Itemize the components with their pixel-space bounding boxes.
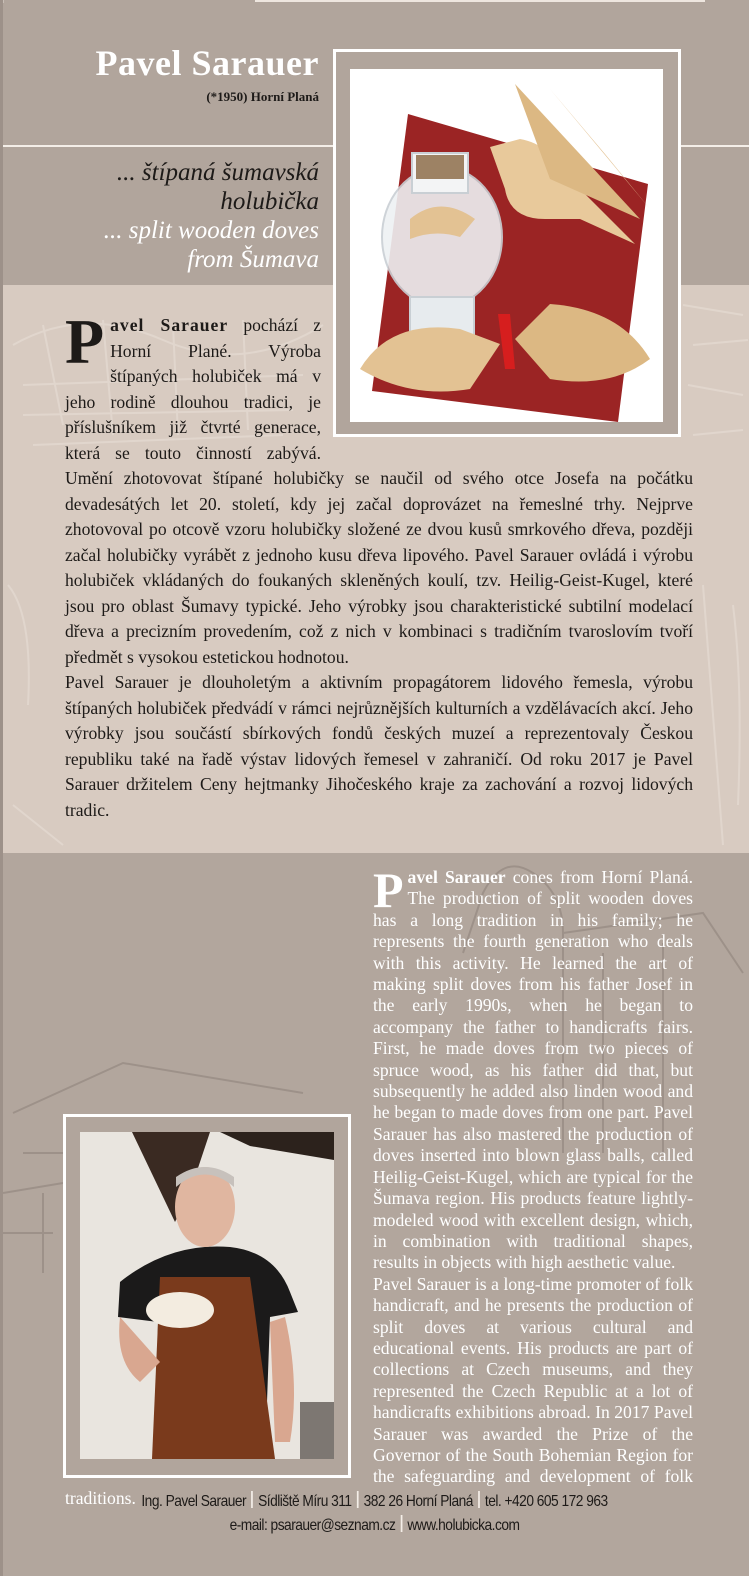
contact-line-1 <box>52 1490 696 1514</box>
doves-photo <box>350 69 663 422</box>
czech-name-lead: avel Sarauer <box>110 315 229 335</box>
separator <box>251 1491 253 1508</box>
contact-line-2 <box>52 1514 696 1538</box>
tagline-en-line-1: ... split wooden doves <box>103 217 319 244</box>
czech-paragraph-1-text: pochází z Horní Plané. Výroba štípaných holubiček má v jeho rodině dlouhou tradici, je příslušníkem již čtvrté generace, která se touto činností zabývá. Umění zhotovovat štípané holubičky se naučil od svého otce Josefa na počátku devadesátých let 20. století, kdy jej začal doprovázet na řemeslné trhy. Nejprve zhotovoval po otcově vzoru holubičky složené ze dvou kusů smrkového dřeva, později začal holubičky vyrábět z jednoho kusu dřeva lipového. Pavel Sarauer ovládá i výrobu holubiček vkládaných do foukaných skleněných koulí, tzv. Heilig-Geist-Kugel, které jsou pro oblast Šumavy typické. Jeho výrobky jsou charakteristické subtilní modelací dřeva a precizním provedením, což z nich v kombinaci s tradičním tvaroslovím tvoří předmět s vysokou estetickou hodnotou. <box>65 315 693 667</box>
separator <box>478 1491 480 1508</box>
contact-website[interactable]: www.holubicka.com <box>407 1517 520 1534</box>
top-rule <box>255 0 705 2</box>
portrait-image-frame <box>63 1114 351 1478</box>
tagline <box>104 158 319 274</box>
tagline-cz-line-2: holubička <box>220 188 319 215</box>
english-dropcap: P <box>373 862 404 918</box>
english-paragraph-2: Pavel Sarauer is a long-time promoter of folk handicraft, and he presents the production of split doves at various cultural and educational events. His products are part of collections at Czech museums, and they represented the Czech Republic at a lot of handicrafts exhibitions abroad. In 2017 Pavel Sarauer was awarded the Prize of the Governor of the South Bohemian Region for the safeguarding and development of folk traditions. <box>65 1273 693 1508</box>
tagline-cz-line-1: ... štípaná šumavská <box>116 159 319 186</box>
page-title: Pavel Sarauer <box>95 43 319 83</box>
contact-footer <box>52 1490 696 1538</box>
czech-paragraph-2: Pavel Sarauer je dlouholetým a aktivním propagátorem lidového řemesla, výrobu štípaných holubiček předvádí v rámci nejrůznějších kulturních a vzdělávacích akcí. Jeho výrobky jsou součástí sbírkových fondů českých muzeí a reprezentovaly Českou republiku také na řadě výstav lidových řemesel v zahraničí. Od roku 2017 je Pavel Sarauer držitelem Ceny hejtmanky Jihočeského kraje za zachování a rozvoj lidových tradic. <box>65 672 693 820</box>
separator <box>357 1491 359 1508</box>
czech-dropcap: P <box>65 306 105 377</box>
english-paragraph-1-text: cones from Horní Planá. The production of split wooden doves has a long tradition in his family; he represents the fourth generation who deals with this activity. He learned the art of making split doves from his father Josef in the early 1990s, when he began to accompany the father to handicrafts fairs. First, he made doves from two pieces of spruce wood, as his father did that, but subsequently he added also linden wood and he began to made doves from one part. Pavel Sarauer has also mastered the production of doves inserted into blown glass balls, called Heilig-Geist-Kugel, which are typical for the Šumava region. His products feature lightly-modeled wood with excellent design, which, in combination with traditional shapes, results in objects with high aesthetic value. <box>373 867 694 1273</box>
english-name-lead: avel Sarauer <box>407 867 506 887</box>
portrait-photo <box>80 1132 334 1459</box>
contact-city: 382 26 Horní Planá <box>363 1493 473 1510</box>
contact-street: Sídliště Míru 311 <box>258 1493 352 1510</box>
contact-name: Ing. Pavel Sarauer <box>141 1493 247 1510</box>
birth-and-place: (*1950) Horní Planá <box>206 89 319 104</box>
contact-email[interactable]: e-mail: psarauer@seznam.cz <box>229 1517 396 1534</box>
contact-phone: tel. +420 605 172 963 <box>484 1493 608 1510</box>
portrait-illustration-icon <box>80 1132 334 1459</box>
separator <box>400 1515 402 1532</box>
tagline-en-line-2: from Šumava <box>187 246 319 273</box>
doves-image-frame <box>333 49 681 437</box>
doves-illustration-icon <box>350 69 663 422</box>
